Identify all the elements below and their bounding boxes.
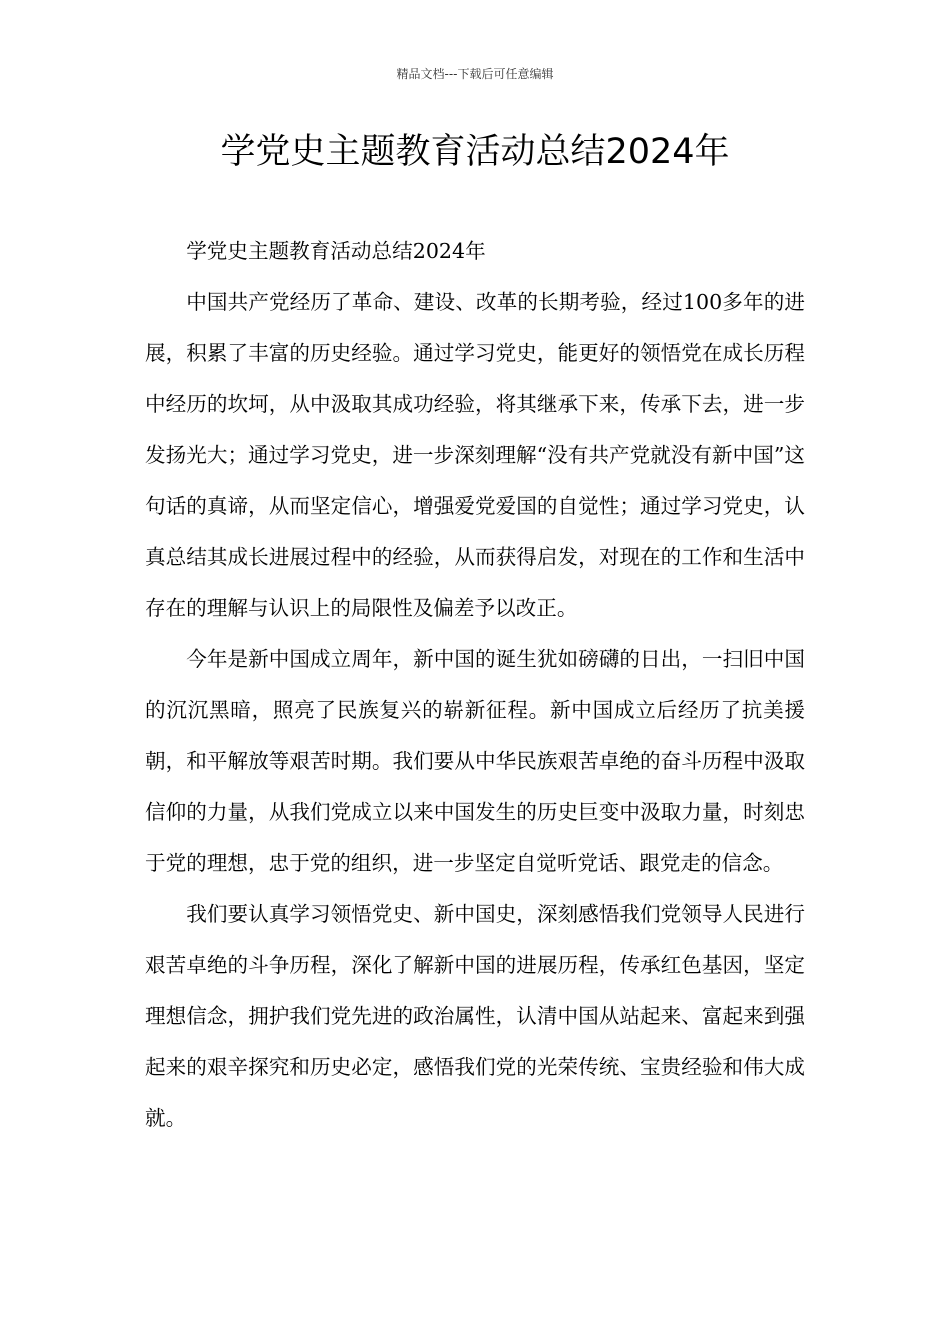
paragraph: 中国共产党经历了革命、建设、改革的长期考验，经过100多年的进展，积累了丰富的历史经验。通过学习党史，能更好的领悟党在成长历程中经历的坎坷，从中汲取其成功经验，将其继承下来，传承下去，进一步发扬光大；通过学习党史，进一步深刻理解“没有共产党就没有新中国”这句话的真谛，从而坚定信心，增强爱党爱国的自觉性；通过学习党史，认真总结其成长进展过程中的经验，从而获得启发，对现在的工作和生活中存在的理解与认识上的局限性及偏差予以改正。 (145, 290, 805, 620)
paragraph: 今年是新中国成立周年，新中国的诞生犹如磅礴的日出，一扫旧中国的沉沉黑暗，照亮了民族复兴的崭新征程。新中国成立后经历了抗美援朝，和平解放等艰苦时期。我们要从中华民族艰苦卓绝的奋斗历程中汲取信仰的力量，从我们党成立以来中国发生的历史巨变中汲取力量，时刻忠于党的理想，忠于党的组织，进一步坚定自觉听党话、跟党走的信念。 (145, 647, 805, 875)
document-title: 学党史主题教育活动总结2024年 (220, 132, 730, 172)
header-note: 精品文档---下载后可任意编辑 (396, 67, 554, 81)
paragraph: 我们要认真学习领悟党史、新中国史，深刻感悟我们党领导人民进行艰苦卓绝的斗争历程，深化了解新中国的进展历程，传承红色基因，坚定理想信念，拥护我们党先进的政治属性，认清中国从站起来、富起来到强起来的艰辛探究和历史必定，感悟我们党的光荣传统、宝贵经验和伟大成就。 (145, 902, 805, 1130)
paragraph-subtitle: 学党史主题教育活动总结2024年 (186, 239, 486, 263)
document-body (145, 226, 805, 1144)
